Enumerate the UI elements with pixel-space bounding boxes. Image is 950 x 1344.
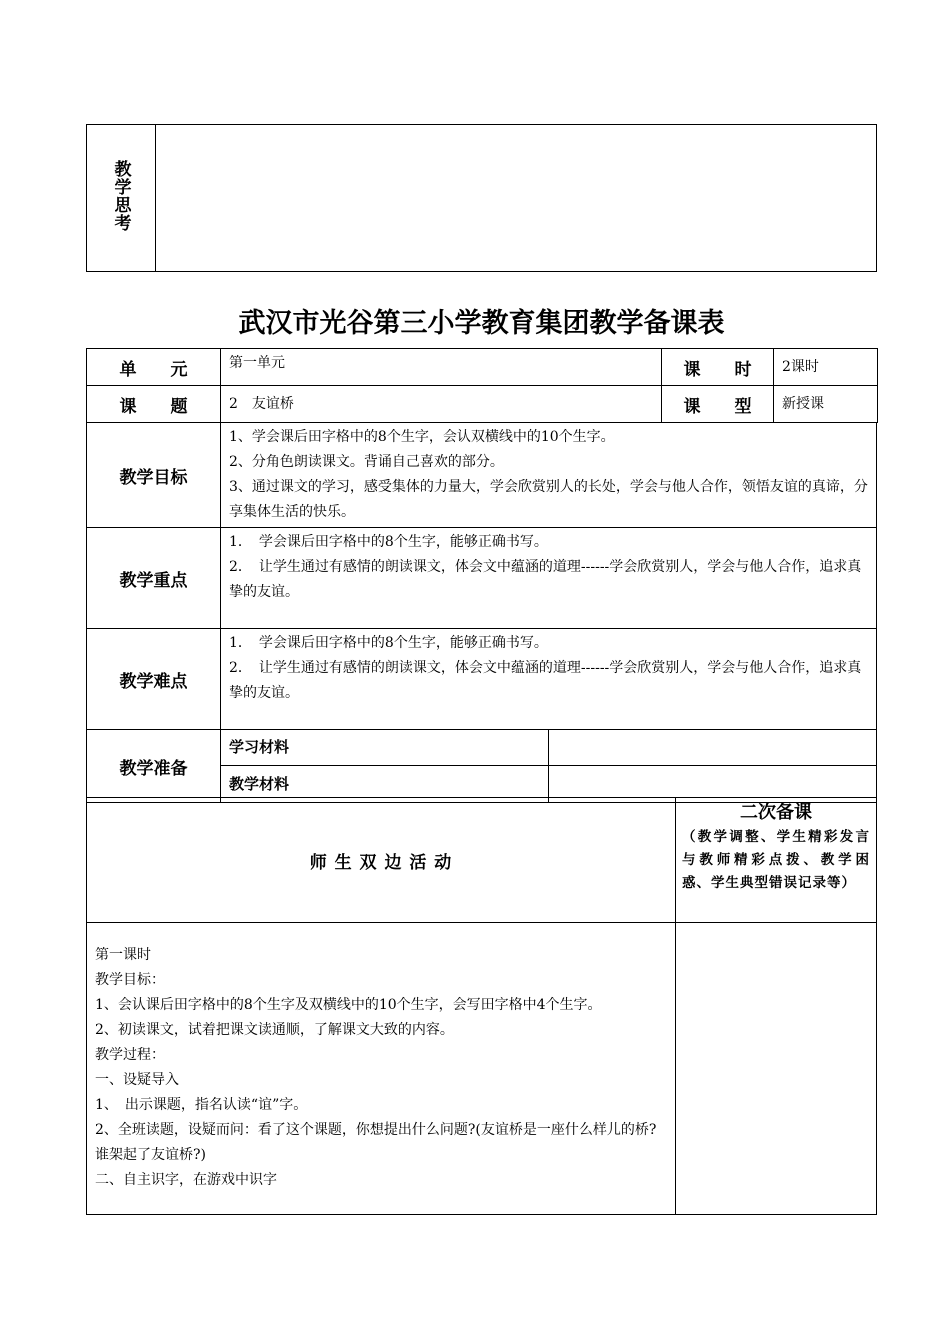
second-prep-title: 二次备课 (740, 802, 812, 823)
key-points-line: 1． 学会课后田字格中的8个生字，能够正确书写。 (229, 534, 548, 550)
key-points-label: 教学重点 (87, 528, 221, 629)
difficulties-content (221, 629, 877, 730)
goals-line: 3、通过课文的学习，感受集体的力量大，学会欣赏别人的长处，学会与他人合作，领悟友谊的真谛，分享集体生活的快乐。 (229, 479, 868, 520)
lesson-plan-table (86, 422, 877, 803)
activities-table (86, 797, 877, 1215)
reflection-table (86, 124, 877, 272)
reflection-label: 教学思考 (110, 160, 131, 232)
topic-label: 课 题 (87, 386, 221, 423)
goals-line: 2、分角色朗读课文。背诵自己喜欢的部分。 (229, 454, 504, 470)
lesson-line: 2、全班读题，设疑而问：看了这个课题，你想提出什么问题?(友谊桥是一座什么样儿的桥?谁架起了友谊桥?) (95, 1122, 657, 1163)
goals-content (221, 423, 877, 528)
second-prep-content (676, 923, 877, 1215)
unit-value: 第一单元 (221, 349, 662, 386)
page-title: 武汉市光谷第三小学教育集团教学备课表 (238, 308, 725, 339)
difficulties-line: 1． 学会课后田字格中的8个生字，能够正确书写。 (229, 635, 548, 651)
lesson-line: 教学目标： (95, 972, 165, 988)
difficulties-label: 教学难点 (87, 629, 221, 730)
goals-line: 1、学会课后田字格中的8个生字，会认双横线中的10个生字。 (229, 429, 615, 445)
teaching-materials-label: 教学材料 (221, 766, 549, 803)
key-points-line: 2． 让学生通过有感情的朗读课文，体会文中蕴涵的道理------学会欣赏别人，学会与他人合作，追求真挚的友谊。 (229, 559, 862, 600)
second-prep-header (676, 798, 877, 923)
reflection-label-cell (87, 125, 156, 272)
key-points-content (221, 528, 877, 629)
reflection-content-cell (156, 125, 877, 272)
lesson-line: 教学过程： (95, 1047, 165, 1063)
lesson-header-table (86, 348, 878, 423)
lesson-line: 第一课时 (95, 947, 151, 963)
goals-label: 教学目标 (87, 423, 221, 528)
difficulties-line: 2． 让学生通过有感情的朗读课文，体会文中蕴涵的道理------学会欣赏别人，学会与他人合作，追求真挚的友谊。 (229, 660, 862, 701)
type-label: 课 型 (662, 386, 774, 423)
study-materials-value (549, 730, 877, 766)
lesson-line: 1、 出示课题，指名认读“谊”字。 (95, 1097, 308, 1113)
lesson-line: 二、自主识字，在游戏中识字 (95, 1172, 277, 1188)
second-prep-note: （教学调整、学生精彩发言与教师精彩点拨、教学困惑、学生典型错误记录等） (682, 829, 870, 891)
lesson-content (87, 923, 676, 1215)
lesson-line: 1、会认课后田字格中的8个生字及双横线中的10个生字，会写田字格中4个生字。 (95, 997, 602, 1013)
activities-main-label: 师 生 双 边 活 动 (87, 798, 676, 923)
hours-label: 课 时 (662, 349, 774, 386)
hours-value: 2课时 (774, 349, 878, 386)
preparation-label: 教学准备 (87, 730, 221, 803)
unit-label: 单 元 (87, 349, 221, 386)
lesson-line: 一、设疑导入 (95, 1072, 179, 1088)
lesson-line: 2、初读课文，试着把课文读通顺，了解课文大致的内容。 (95, 1022, 454, 1038)
study-materials-label: 学习材料 (221, 730, 549, 766)
topic-value: 2 友谊桥 (221, 386, 662, 423)
type-value: 新授课 (774, 386, 878, 423)
